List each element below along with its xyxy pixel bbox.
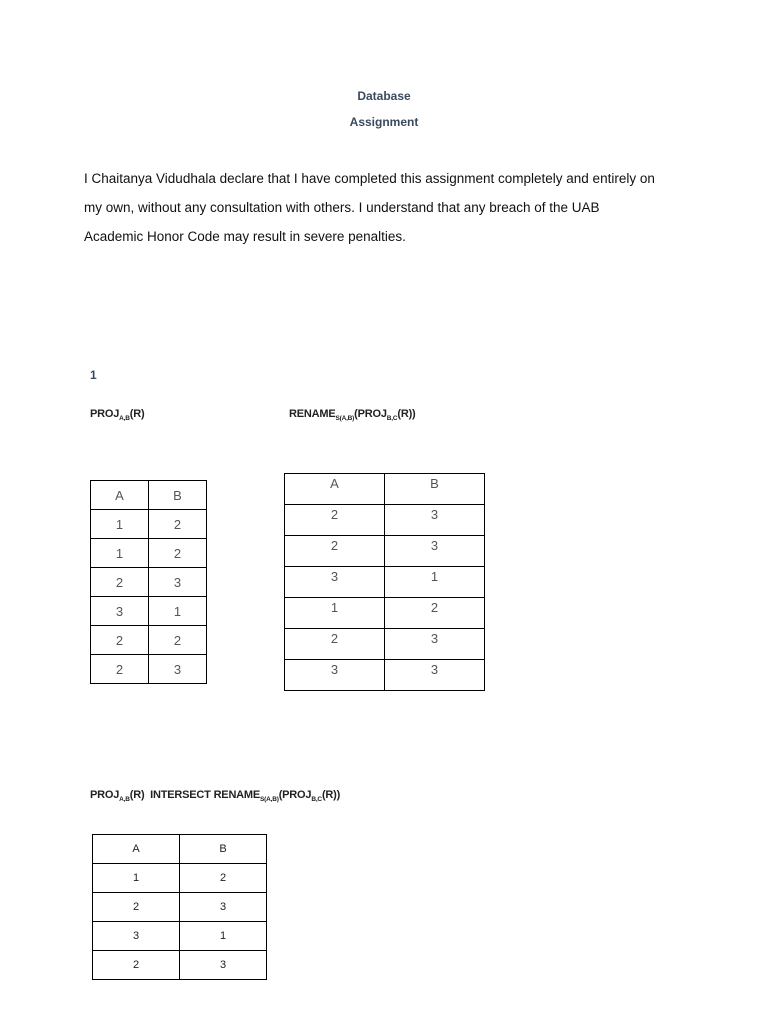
cell-a: 2 xyxy=(285,536,385,567)
cell-b: 1 xyxy=(385,567,485,598)
projection-expression: $PROJ_{A,B}(R)$ xyxy=(90,408,145,423)
column-header-b: B xyxy=(180,835,267,864)
table-row xyxy=(285,505,485,536)
question-number: 1 xyxy=(90,368,97,382)
table-row xyxy=(91,539,207,568)
column-header-b: B xyxy=(149,481,207,510)
table-row xyxy=(285,629,485,660)
declaration-line-3: Academic Honor Code may result in severe penalties. xyxy=(84,229,406,244)
table-row xyxy=(93,951,267,980)
table-row xyxy=(91,626,207,655)
rename-expression: $RENAME_{S(A,B)}(PROJ_{B,C}(R))$ xyxy=(289,408,416,423)
table-row xyxy=(91,510,207,539)
cell-a: 1 xyxy=(91,539,149,568)
document-title: Database xyxy=(357,89,411,103)
intersect-result-table xyxy=(92,834,267,980)
cell-b: 3 xyxy=(385,629,485,660)
cell-b: 3 xyxy=(149,655,207,684)
table-row xyxy=(91,655,207,684)
table-header-row xyxy=(91,481,207,510)
cell-b: 3 xyxy=(180,951,267,980)
cell-a: 3 xyxy=(93,922,180,951)
document-subtitle: Assignment xyxy=(349,115,419,129)
cell-a: 3 xyxy=(91,597,149,626)
cell-b: 3 xyxy=(385,660,485,691)
cell-a: 3 xyxy=(285,660,385,691)
cell-b: 3 xyxy=(180,893,267,922)
column-header-a: A xyxy=(91,481,149,510)
cell-a: 2 xyxy=(93,951,180,980)
table-row xyxy=(91,597,207,626)
cell-b: 2 xyxy=(385,598,485,629)
table-row xyxy=(93,864,267,893)
cell-b: 1 xyxy=(149,597,207,626)
column-header-a: A xyxy=(285,474,385,505)
cell-a: 2 xyxy=(91,568,149,597)
cell-b: 2 xyxy=(149,510,207,539)
table-row xyxy=(93,922,267,951)
cell-a: 3 xyxy=(285,567,385,598)
table-row xyxy=(285,536,485,567)
cell-b: 3 xyxy=(385,536,485,567)
cell-a: 1 xyxy=(93,864,180,893)
intersect-expression: $PROJ_{A,B}(R)$ INTERSECT $RENAME_{S(A,B)}(PROJ_{B,C}(R))$ xyxy=(90,789,341,804)
table-row xyxy=(91,568,207,597)
cell-a: 2 xyxy=(285,629,385,660)
table-row xyxy=(285,660,485,691)
cell-a: 1 xyxy=(285,598,385,629)
cell-a: 2 xyxy=(285,505,385,536)
projection-result-table xyxy=(90,480,207,684)
cell-a: 2 xyxy=(91,655,149,684)
table-row xyxy=(285,567,485,598)
cell-b: 3 xyxy=(385,505,485,536)
cell-b: 3 xyxy=(149,568,207,597)
column-header-b: B xyxy=(385,474,485,505)
cell-a: 2 xyxy=(91,626,149,655)
cell-a: 1 xyxy=(91,510,149,539)
cell-b: 2 xyxy=(180,864,267,893)
table-row xyxy=(93,893,267,922)
declaration-line-1: I Chaitanya Vidudhala declare that I have completed this assignment completely and entirely on xyxy=(84,171,655,186)
rename-result-table xyxy=(284,473,485,691)
table-row xyxy=(285,598,485,629)
column-header-a: A xyxy=(93,835,180,864)
cell-b: 2 xyxy=(149,539,207,568)
table-header-row xyxy=(285,474,485,505)
table-header-row xyxy=(93,835,267,864)
declaration-paragraph xyxy=(84,164,684,251)
cell-b: 2 xyxy=(149,626,207,655)
cell-b: 1 xyxy=(180,922,267,951)
cell-a: 2 xyxy=(93,893,180,922)
declaration-line-2: my own, without any consultation with others. I understand that any breach of the UAB xyxy=(84,200,600,215)
